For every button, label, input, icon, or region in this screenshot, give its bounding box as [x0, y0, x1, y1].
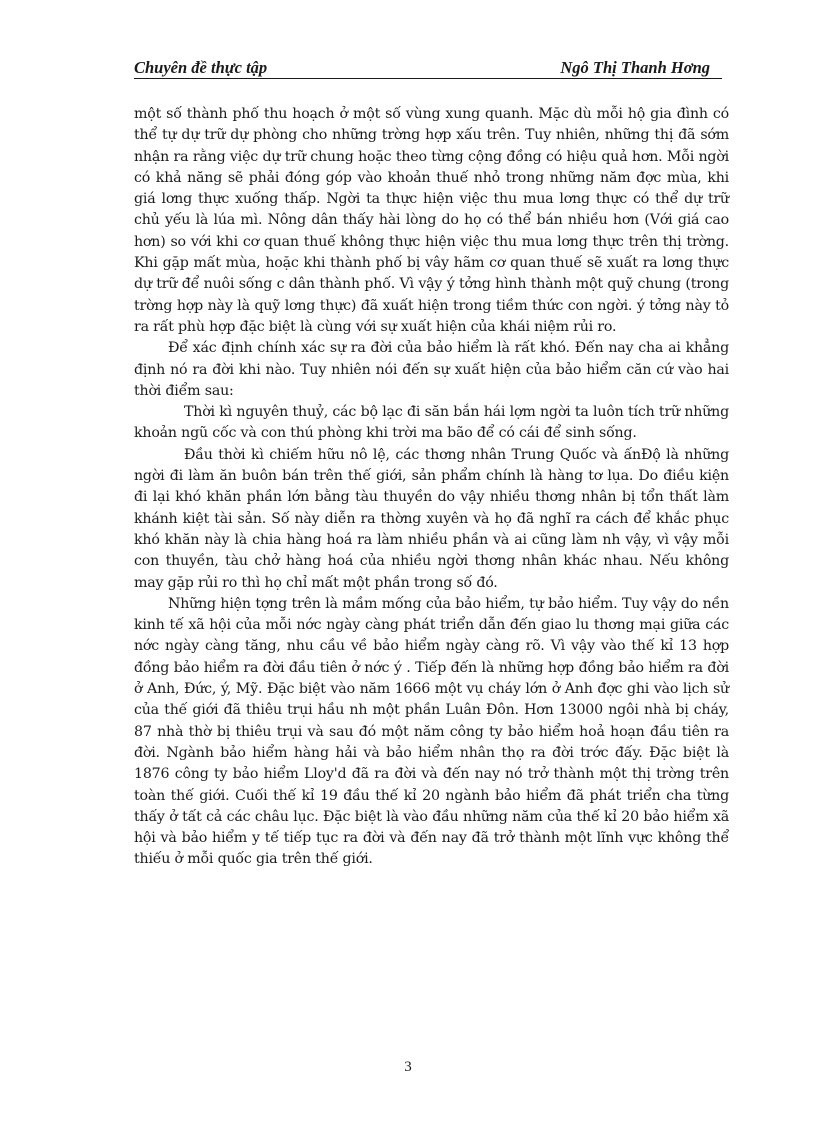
paragraph: Thời kì nguyên thuỷ, các bộ lạc đi săn bắn hái lợm ngời ta luôn tích trữ những khoản ngũ cốc và con thú phòng khi trời ma bão để có cái để sinh sống. [134, 404, 729, 442]
header-title: Chuyên đề thực tập [134, 58, 268, 77]
paragraph: Những hiện tợng trên là mầm mống của bảo hiểm, tự bảo hiểm. Tuy vậy do nền kinh tế xã hội của mỗi nớc ngày càng phát triển dẫn đến giao lu thơng mại giữa các nớc ngày càng tăng, nhu cầu về bảo hiểm ngày càng rõ. Vì vậy vào thế kỉ 13 hợp đồng bảo hiểm ra đời đầu tiên ở nớc ý . Tiếp đến là những hợp đồng bảo hiểm ra đời ở Anh, Đức, ý, Mỹ. Đặc biệt vào năm 1666 một vụ cháy lớn ở Anh đợc ghi vào lịch sử của thế giới đã thiêu trụi hầu nh một phần Luân Đôn. Hơn 13000 ngôi nhà bị cháy, 87 nhà thờ bị thiêu trụi và sau đó một năm công ty bảo hiểm hoả hoạn đầu tiên ra đời. Ngành bảo hiểm hàng hải và bảo hiểm nhân thọ ra đời trớc đấy. Đặc biệt là 1876 công ty bảo hiểm Lloy'd đã ra đời và đến nay nó trở thành một thị trờng trên toàn thế giới. Cuối thế kỉ 19 đầu thế kỉ 20 ngành bảo hiểm đã phát triển cha từng thấy ở tất cả các châu lục. Đặc biệt là vào đầu những năm của thế kỉ 20 bảo hiểm xã hội và bảo hiểm y tế tiếp tục ra đời và đến nay đã trở thành một lĩnh vực không thể thiếu ở mỗi quốc gia trên thế giới. [134, 595, 729, 868]
page-header [134, 56, 722, 79]
paragraph: Để xác định chính xác sự ra đời của bảo hiểm là rất khó. Đến nay cha ai khẳng định nó ra đời khi nào. Tuy nhiên nói đến sự xuất hiện của bảo hiểm căn cứ vào hai thời điểm sau: [134, 340, 729, 399]
paragraph: một số thành phố thu hoạch ở một số vùng xung quanh. Mặc dù mỗi hộ gia đình có thể tự dự trữ dự phòng cho những trờng hợp xấu trên. Tuy nhiên, những thị đã sớm nhận ra rằng việc dự trữ chung hoặc theo từng cộng đồng có hiệu quả hơn. Mỗi ngời có khả năng sẽ phải đóng góp vào khoản thuế nhỏ trong những năm đợc mùa, khi giá lơng thực xuống thấp. Ngời ta thực hiện việc thu mua lơng thực có thể dự trữ chủ yếu là lúa mì. Nông dân thấy hài lòng do họ có thể bán nhiều hơn (Với giá cao hơn) so với khi cơ quan thuế không thực hiện việc thu mua lơng thực trên thị trờng. Khi gặp mất mùa, hoặc khi thành phố bị vây hãm cơ quan thuế sẽ xuất ra lơng thực dự trữ để nuôi sống c dân thành phố. Vì vậy ý tởng hình thành một quỹ chung (trong trờng hợp này là quỹ lơng thực) đã xuất hiện trong tiềm thức con ngời. ý tởng này tỏ ra rất phù hợp đặc biệt là cùng với sự xuất hiện của khái niệm rủi ro. [134, 106, 729, 335]
paragraph: Đầu thời kì chiếm hữu nô lệ, các thơng nhân Trung Quốc và ấnĐộ là những ngời đi làm ăn buôn bán trên thế giới, sản phẩm chính là hàng tơ lụa. Do điều kiện đi lại khó khăn phần lớn bằng tàu thuyền do vậy nhiều thơng nhân bị tổn thất làm khánh kiệt tài sản. Số này diễn ra thờng xuyên và họ đã nghĩ ra cách để khắc phục khó khăn này là chia hàng hoá ra làm nhiều phần và ai cũng làm nh vậy, vì vậy mỗi con thuyền, tàu chở hàng hoá của nhiều ngời thơng nhân khác nhau. Nếu không may gặp rủi ro thì họ chỉ mất một phần trong số đó. [134, 446, 729, 591]
body-text [134, 104, 729, 871]
page-number: 3 [404, 1059, 412, 1075]
header-author: Ngô Thị Thanh Hơng [560, 58, 710, 77]
